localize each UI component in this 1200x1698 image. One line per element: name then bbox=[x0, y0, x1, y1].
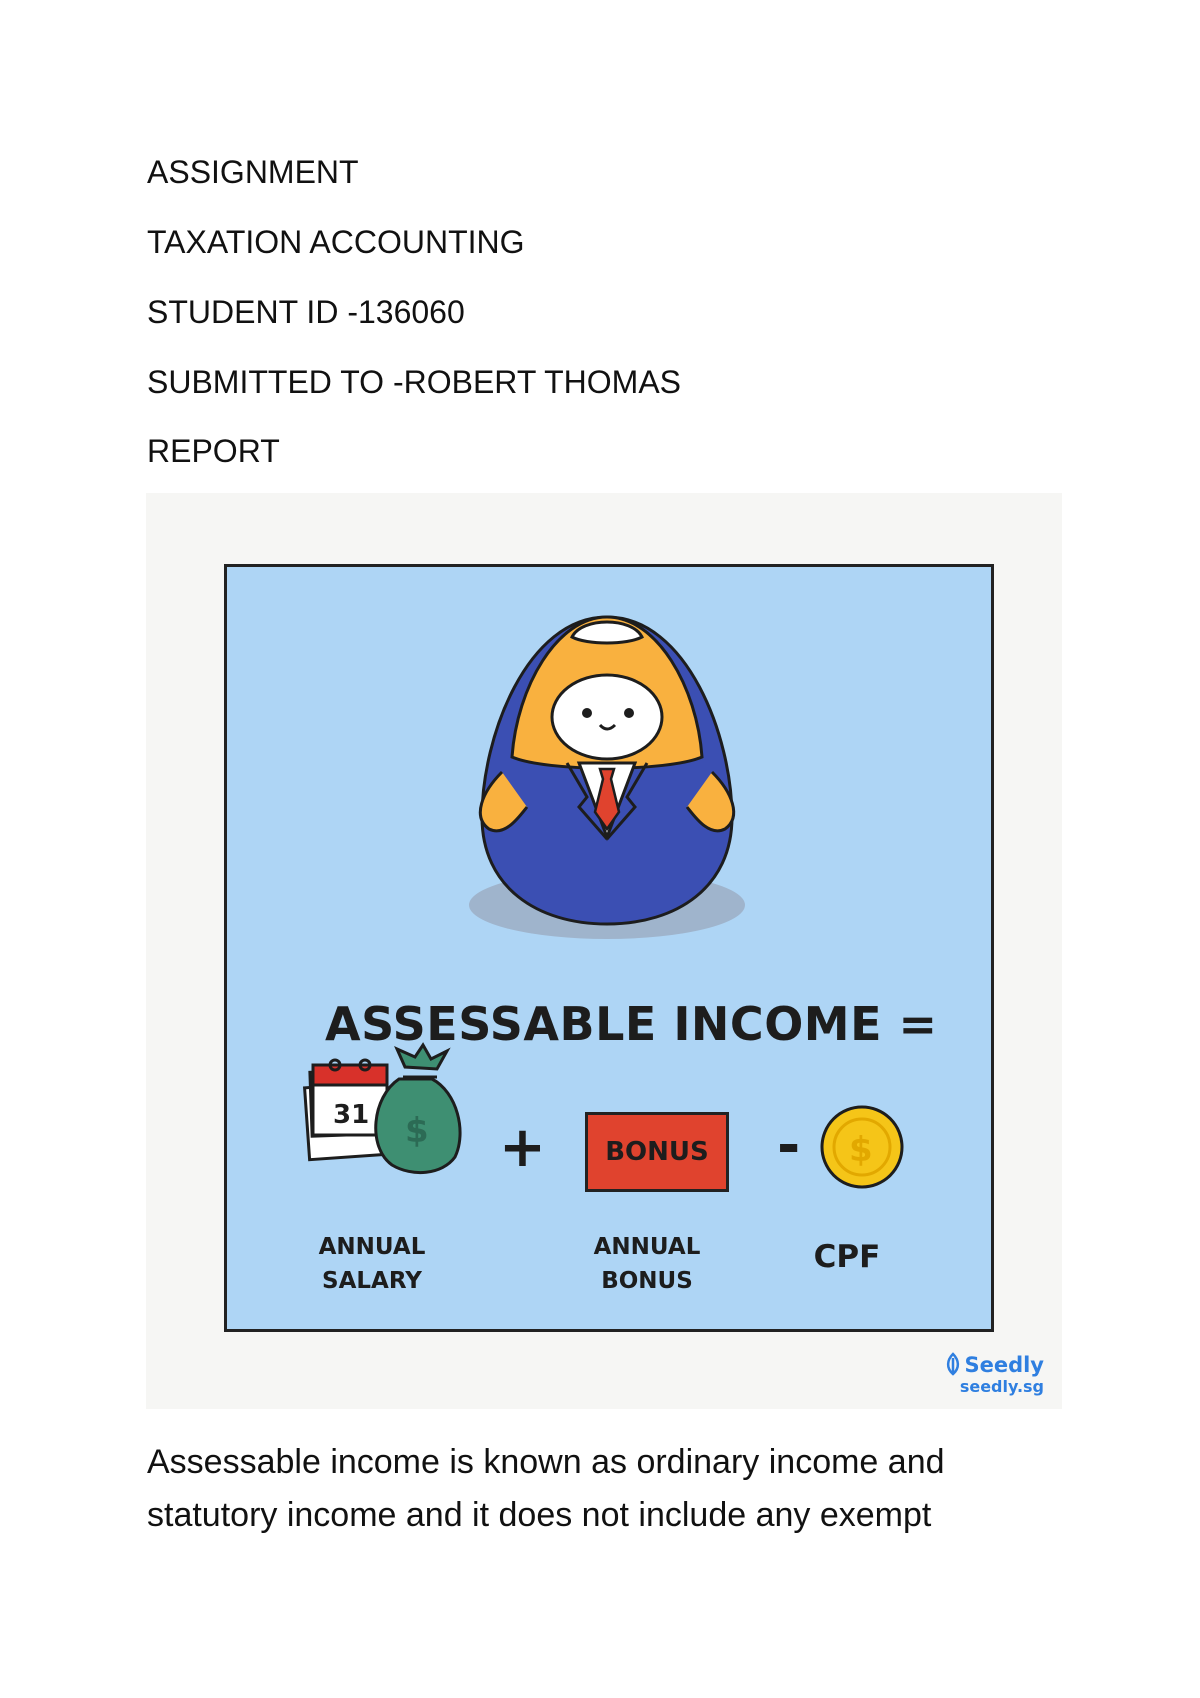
heading-student-id: STUDENT ID -136060 bbox=[147, 294, 465, 330]
heading-course: TAXATION ACCOUNTING bbox=[147, 224, 525, 260]
mascot-face bbox=[552, 675, 662, 759]
annual-salary-label-line2: SALARY bbox=[322, 1268, 422, 1294]
formula-title: ASSESSABLE INCOME = bbox=[325, 997, 938, 1051]
calendar-day: 31 bbox=[333, 1100, 370, 1130]
coin-icon bbox=[822, 1107, 902, 1187]
heading-assignment: ASSIGNMENT bbox=[147, 154, 359, 190]
heading-report: REPORT bbox=[147, 433, 280, 469]
cpf-label: CPF bbox=[813, 1239, 881, 1275]
svg-text:$: $ bbox=[405, 1111, 429, 1151]
annual-salary-label-line1: ANNUAL bbox=[318, 1234, 426, 1260]
annual-bonus-label-line1: ANNUAL bbox=[593, 1234, 701, 1260]
mascot-left-eye bbox=[582, 708, 592, 718]
plus-operator: + bbox=[499, 1115, 546, 1180]
annual-salary-label bbox=[287, 1230, 457, 1298]
bonus-box: BONUS bbox=[585, 1112, 729, 1192]
minus-operator: - bbox=[777, 1113, 801, 1178]
infographic-panel bbox=[224, 564, 994, 1332]
brand-url: seedly.sg bbox=[959, 1377, 1044, 1396]
brand-name: Seedly bbox=[964, 1353, 1044, 1377]
annual-bonus-label bbox=[552, 1230, 742, 1298]
body-paragraph: Assessable income is known as ordinary income and statutory income and it does not include any exempt bbox=[147, 1443, 945, 1534]
heading-submitted-to: SUBMITTED TO -ROBERT THOMAS bbox=[147, 364, 681, 400]
annual-bonus-label-line2: BONUS bbox=[601, 1268, 693, 1294]
seedly-brand bbox=[944, 1352, 1044, 1397]
mascot-right-eye bbox=[624, 708, 634, 718]
assessable-income-infographic bbox=[146, 493, 1062, 1409]
svg-text:$: $ bbox=[849, 1130, 873, 1170]
seedly-leaf-icon bbox=[944, 1352, 962, 1376]
mascot-illustration bbox=[227, 567, 997, 1335]
